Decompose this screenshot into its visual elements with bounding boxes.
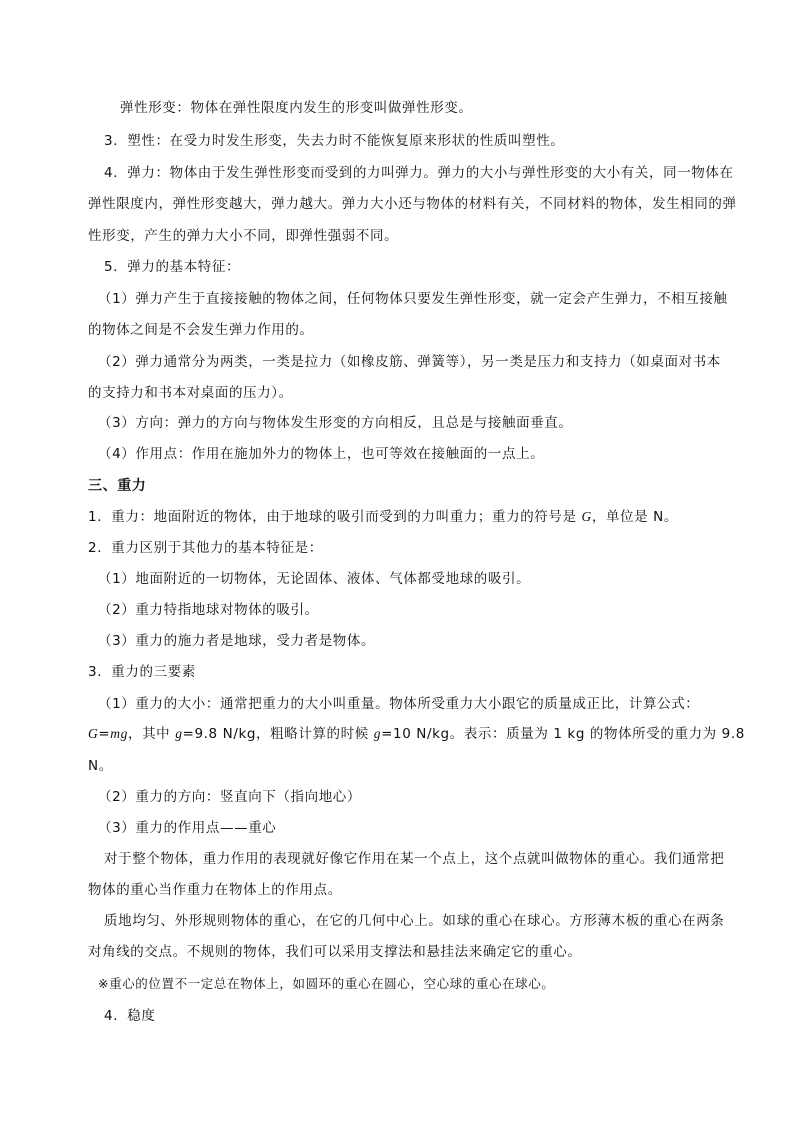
elastic-feature-4: （4）作用点：作用在施加外力的物体上，也可等效在接触面的一点上。	[98, 446, 545, 462]
center-of-gravity-line-2: 物体的重心当作重力在物体上的作用点。	[88, 882, 342, 898]
elastic-features-heading: 5．弹力的基本特征：	[104, 259, 241, 275]
gravity-feature-3: （3）重力的施力者是地球，受力者是物体。	[98, 633, 376, 649]
gravity-magnitude-line-2: G=mg，其中 g=9.8 N/kg，粗略计算的时候 g=10 N/kg。表示：质量为 1 kg 的物体所受的重力为 9.8	[88, 726, 745, 742]
elastic-feature-3: （3）方向：弹力的方向与物体发生形变的方向相反，且总是与接触面垂直。	[98, 415, 573, 431]
center-of-gravity-line-1: 对于整个物体，重力作用的表现就好像它作用在某一个点上，这个点就叫做物体的重心。我们通常把	[104, 851, 725, 867]
elastic-force-line-2: 弹性限度内，弹性形变越大，弹力越大。弹力大小还与物体的材料有关，不同材料的物体，发生相同的弹	[88, 196, 737, 212]
gravity-feature-1: （1）地面附近的一切物体，无论固体、液体、气体都受地球的吸引。	[98, 571, 531, 587]
center-of-gravity-note: ※重心的位置不一定总在物体上，如圆环的重心在圆心，空心球的重心在球心。	[98, 976, 555, 991]
gravity-direction: （2）重力的方向：竖直向下（指向地心）	[98, 789, 361, 805]
plasticity-paragraph: 3．塑性：在受力时发生形变，失去力时不能恢复原来形状的性质叫塑性。	[104, 133, 565, 149]
stability-heading: 4．稳度	[104, 1008, 156, 1024]
elastic-feature-1-line-1: （1）弹力产生于直接接触的物体之间，任何物体只要发生弹性形变，就一定会产生弹力，不相互接触	[98, 291, 728, 307]
gravity-magnitude-line-1: （1）重力的大小：通常把重力的大小叫重量。物体所受重力大小跟它的质量成正比，计算公式：	[98, 696, 700, 712]
gravity-definition: 1．重力：地面附近的物体，由于地球的吸引而受到的力叫重力；重力的符号是 G，单位是 N。	[88, 509, 678, 525]
elastic-deformation-definition: 弹性形变：物体在弹性限度内发生的形变叫做弹性形变。	[120, 100, 473, 116]
three-elements-heading: 3．重力的三要素	[88, 664, 196, 680]
gravity-application-point: （3）重力的作用点——重心	[98, 820, 277, 836]
center-of-gravity-line-3: 质地均匀、外形规则物体的重心，在它的几何中心上。如球的重心在球心。方形薄木板的重心在两条	[104, 913, 725, 929]
elastic-feature-2-line-2: 的支持力和书本对桌面的压力）。	[88, 385, 293, 401]
elastic-feature-1-line-2: 的物体之间是不会发生弹力作用的。	[88, 322, 314, 338]
section-heading-gravity: 三、重力	[88, 478, 147, 494]
elastic-force-line-3: 性形变，产生的弹力大小不同，即弹性强弱不同。	[88, 228, 399, 244]
center-of-gravity-line-4: 对角线的交点。不规则的物体，我们可以采用支撑法和悬挂法来确定它的重心。	[88, 944, 582, 960]
gravity-magnitude-line-3: N。	[88, 758, 113, 774]
gravity-features-heading: 2．重力区别于其他力的基本特征是：	[88, 540, 323, 556]
elastic-feature-2-line-1: （2）弹力通常分为两类，一类是拉力（如橡皮筋、弹簧等），另一类是压力和支持力（如桌面对书本	[98, 354, 721, 370]
elastic-force-line-1: 4．弹力：物体由于发生弹性形变而受到的力叫弹力。弹力的大小与弹性形变的大小有关，同一物体在	[104, 165, 734, 181]
gravity-feature-2: （2）重力特指地球对物体的吸引。	[98, 602, 319, 618]
